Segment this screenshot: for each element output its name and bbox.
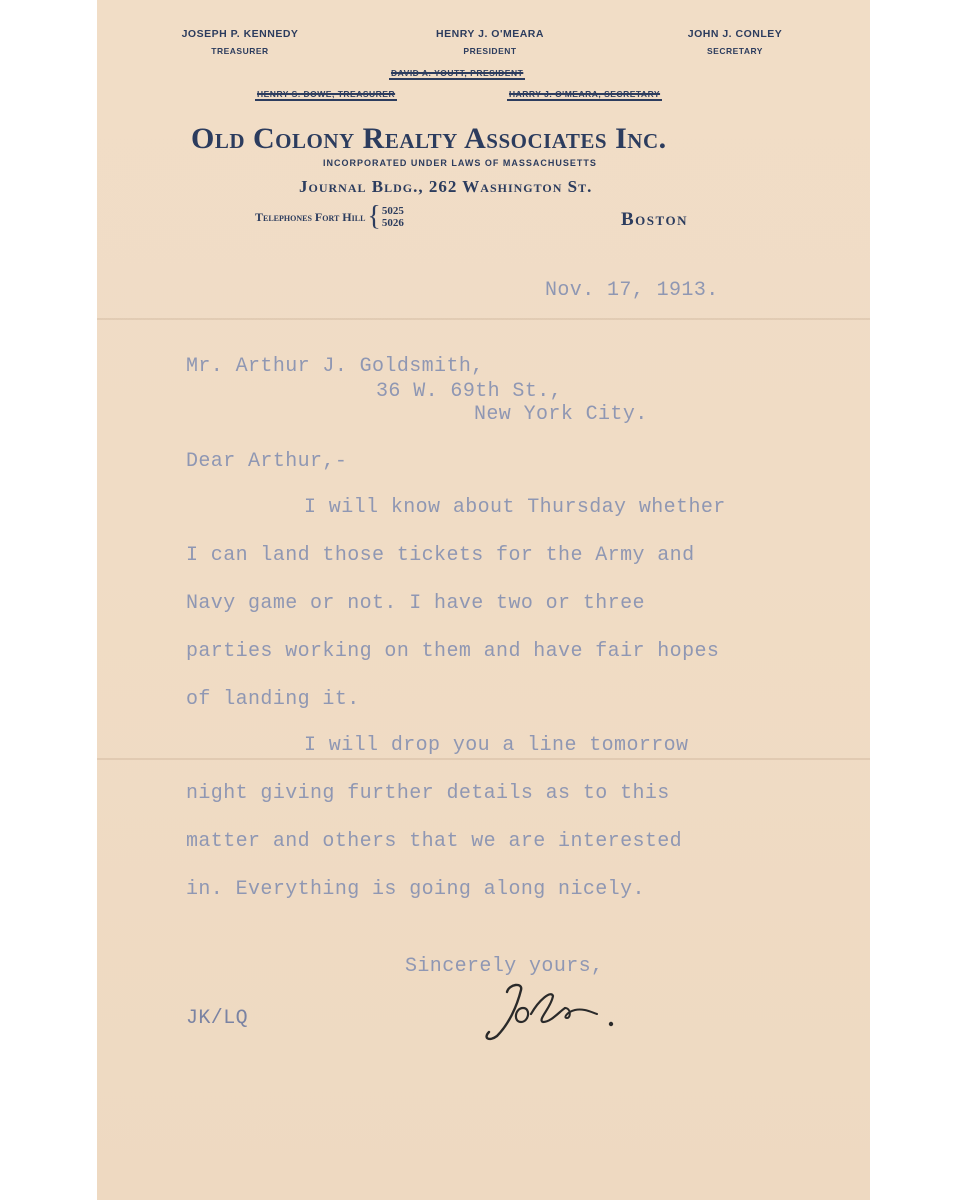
letter-date: Nov. 17, 1913. bbox=[545, 279, 719, 302]
brace-glyph: { bbox=[367, 201, 381, 232]
recipient-city: New York City. bbox=[474, 403, 648, 426]
struck-officer-line: HENRY S. DOWE, TREASURER bbox=[257, 89, 396, 99]
officer-title: SECRETARY bbox=[707, 46, 763, 56]
incorporation-note: INCORPORATED UNDER LAWS OF MASSACHUSETTS bbox=[323, 158, 597, 168]
company-city: Boston bbox=[621, 209, 688, 230]
fold-line-top bbox=[97, 318, 870, 320]
telephone-number: 5026 bbox=[381, 217, 404, 229]
officer-treasurer bbox=[175, 28, 305, 56]
officer-title: TREASURER bbox=[211, 46, 269, 56]
officer-secretary bbox=[670, 28, 800, 56]
telephones-label: Telephones Fort Hill bbox=[255, 209, 366, 224]
body-line: parties working on them and have fair hopes bbox=[186, 640, 720, 663]
officer-name: HENRY J. O'MEARA bbox=[436, 28, 544, 40]
telephones bbox=[255, 203, 404, 231]
body-line: I will know about Thursday whether bbox=[304, 496, 726, 519]
signature-joe bbox=[479, 978, 639, 1048]
recipient-name: Mr. Arthur J. Goldsmith, bbox=[186, 355, 484, 378]
officer-name: JOHN J. CONLEY bbox=[687, 28, 783, 40]
body-line: Navy game or not. I have two or three bbox=[186, 592, 645, 615]
body-line: of landing it. bbox=[186, 688, 360, 711]
officer-title: PRESIDENT bbox=[463, 46, 517, 56]
typist-initials: JK/LQ bbox=[186, 1007, 249, 1030]
recipient-street: 36 W. 69th St., bbox=[376, 380, 563, 403]
officer-name: JOSEPH P. KENNEDY bbox=[181, 28, 299, 40]
closing: Sincerely yours, bbox=[405, 955, 604, 978]
company-address: Journal Bldg., 262 Washington St. bbox=[299, 177, 593, 196]
body-line: I will drop you a line tomorrow bbox=[304, 734, 689, 757]
body-line: night giving further details as to this bbox=[186, 782, 670, 805]
salutation: Dear Arthur,- bbox=[186, 450, 348, 473]
body-line: matter and others that we are interested bbox=[186, 830, 683, 853]
officer-president bbox=[425, 28, 555, 56]
body-line: in. Everything is going along nicely. bbox=[186, 878, 645, 901]
struck-officer-line: DAVID A. YOUTT, PRESIDENT bbox=[391, 68, 524, 78]
telephone-numbers bbox=[382, 205, 404, 229]
company-name: Old Colony Realty Associates Inc. bbox=[191, 122, 667, 155]
telephone-number: 5025 bbox=[381, 205, 404, 217]
letter-paper bbox=[97, 0, 870, 1200]
body-line: I can land those tickets for the Army and bbox=[186, 544, 695, 567]
struck-officer-line: HARRY J. O'MEARA, SECRETARY bbox=[509, 89, 661, 99]
fold-line-bottom bbox=[97, 758, 870, 760]
